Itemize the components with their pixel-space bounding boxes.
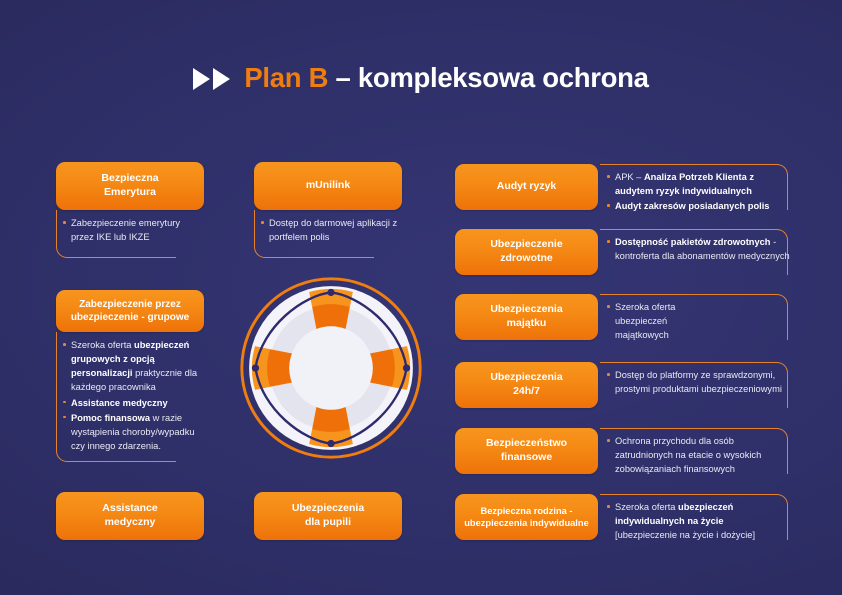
- card-ubezpieczenia-majatku[interactable]: [455, 294, 598, 340]
- bullet-text: Dostęp do darmowej aplikacji z portfelem polis: [269, 218, 398, 243]
- list-item: [606, 434, 792, 476]
- card-title-line: ubezpieczenia indywidualne: [464, 518, 589, 528]
- card-title-line: Ubezpieczenia: [490, 371, 563, 384]
- list-item: [62, 216, 202, 244]
- bullet-text: Dostępność pakietów zdrowotnych - kontroferta dla abonamentów medycznych: [615, 237, 790, 262]
- bullets-bezpieczna-rodzina: [606, 500, 792, 543]
- card-title-line: Audyt ryzyk: [496, 180, 557, 193]
- card-bezpieczna-emerytura[interactable]: [56, 162, 204, 210]
- list-item: [606, 368, 792, 396]
- life-ring-icon: [240, 277, 422, 459]
- card-bezpieczna-rodzina[interactable]: [455, 494, 598, 540]
- card-ubezpieczenia-24h7[interactable]: [455, 362, 598, 408]
- bullets-munilink: [260, 216, 400, 245]
- card-title-line: Bezpieczeństwo: [485, 437, 568, 450]
- card-title-line: majątku: [506, 317, 547, 329]
- bullet-text: Pomoc finansowa w razie wystąpienia choroby/wypadku czy innego zdarzenia.: [71, 412, 195, 451]
- card-title-line: 24h/7: [513, 385, 540, 397]
- bullet-text: Dostęp do platformy ze sprawdzonymi, prostymi produktami ubezpieczeniowymi: [615, 370, 782, 395]
- bullets-ubezpieczenia-majatku: [606, 300, 706, 343]
- bullets-ubezpieczenia-24h7: [606, 368, 792, 397]
- card-title-line: Ubezpieczenie: [490, 238, 563, 251]
- list-item: [606, 300, 706, 342]
- bullet-text: Szeroka oferta ubezpieczeń indywidualnych na życie [ubezpieczenie na życie i dożycie]: [615, 502, 756, 541]
- bullet-text: Szeroka oferta ubezpieczeń grupowych z opcją personalizacji praktycznie dla każdego pracownika: [71, 340, 198, 393]
- card-title-line: Assistance: [102, 502, 158, 515]
- card-title-line: Zabezpieczenie przez: [79, 298, 181, 310]
- list-item: [62, 411, 204, 453]
- card-assistance-medyczny[interactable]: [56, 492, 204, 540]
- bullets-bezpieczna-emerytura: [62, 216, 202, 245]
- card-title-line: Ubezpieczenia: [291, 502, 365, 515]
- card-title-line: Bezpieczna: [101, 172, 159, 185]
- list-item: [606, 199, 792, 213]
- bullets-audyt-ryzyk: [606, 170, 792, 214]
- title-accent: Plan B: [244, 62, 329, 93]
- card-title-line: mUnilink: [305, 179, 351, 192]
- bullet-text: APK – Analiza Potrzeb Klienta z audytem ryzyk indywidualnych: [615, 172, 754, 197]
- list-item: [260, 216, 400, 244]
- card-zabezpieczenie-grupowe[interactable]: [56, 290, 204, 332]
- card-title-line: ubezpieczenie - grupowe: [70, 312, 190, 323]
- bullet-text: Zabezpieczenie emerytury przez IKE lub IKZE: [71, 218, 181, 243]
- card-audyt-ryzyk[interactable]: [455, 164, 598, 210]
- bullets-ubezpieczenie-zdrowotne: [606, 235, 792, 264]
- title-rest: – kompleksowa ochrona: [328, 62, 649, 93]
- bullets-zabezpieczenie-grupowe: [62, 338, 204, 454]
- list-item: [606, 170, 792, 198]
- bullet-text: Szeroka oferta ubezpieczeń majątkowych: [615, 302, 676, 341]
- card-title-line: dla pupili: [304, 516, 352, 528]
- card-ubezpieczenia-dla-pupili[interactable]: [254, 492, 402, 540]
- title-text: [244, 62, 648, 94]
- card-title-line: finansowe: [500, 451, 553, 463]
- card-title-line: Bezpieczna rodzina -: [480, 505, 573, 516]
- page-title: [0, 62, 842, 94]
- card-ubezpieczenie-zdrowotne[interactable]: [455, 229, 598, 275]
- card-munilink[interactable]: [254, 162, 402, 210]
- list-item: [62, 338, 204, 395]
- bullet-text: Ochrona przychodu dla osób zatrudnionych na etacie o wysokich zobowiązaniach finansowych: [615, 436, 762, 475]
- card-title-line: medyczny: [104, 516, 156, 528]
- card-bezpieczenstwo-finansowe[interactable]: [455, 428, 598, 474]
- card-title-line: Emerytura: [104, 186, 156, 198]
- double-play-arrow-icon: [193, 68, 230, 90]
- list-item: [606, 500, 792, 542]
- list-item: [62, 396, 204, 410]
- list-item: [606, 235, 792, 263]
- bullet-text: Audyt zakresów posiadanych polis: [615, 201, 770, 212]
- bullets-bezpieczenstwo-finansowe: [606, 434, 792, 477]
- card-title-line: Ubezpieczenia: [490, 303, 563, 316]
- bullet-text: Assistance medyczny: [71, 397, 168, 408]
- card-title-line: zdrowotne: [500, 252, 553, 264]
